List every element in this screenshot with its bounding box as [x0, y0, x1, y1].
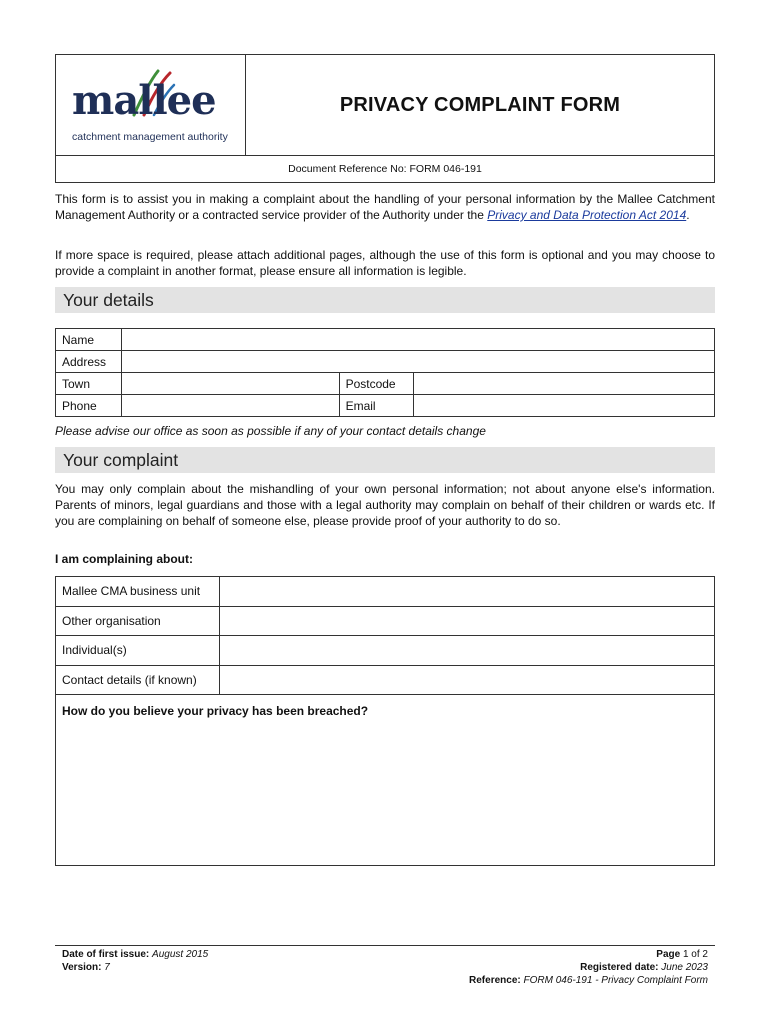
details-table — [55, 328, 715, 417]
contact-change-note: Please advise our office as soon as possible if any of your contact details change — [55, 424, 486, 438]
document-reference: Document Reference No: FORM 046-191 — [56, 155, 714, 182]
name-label: Name — [56, 329, 122, 351]
email-field[interactable] — [413, 395, 714, 417]
complaint-paragraph: You may only complain about the mishandling of your own personal information; not about anyone else's information. Parents of minors, legal guardians and those with a legal authority may complain on behalf of their children or wards etc. If you are complaining on behalf of someone else, please provide proof of your authority to do so. — [55, 482, 715, 528]
logo-wordmark: mallee — [72, 77, 216, 124]
first-issue-label: Date of first issue: — [62, 949, 150, 960]
table-row — [56, 577, 715, 607]
name-field[interactable] — [121, 329, 714, 351]
your-complaint-heading: Your complaint — [55, 447, 715, 473]
page-label: Page — [656, 949, 681, 960]
town-field[interactable] — [121, 373, 339, 395]
table-row — [56, 636, 715, 666]
individuals-field[interactable] — [219, 636, 714, 666]
registered-date-label: Registered date: — [580, 962, 659, 973]
phone-field[interactable] — [121, 395, 339, 417]
postcode-field[interactable] — [413, 373, 714, 395]
privacy-act-link[interactable]: Privacy and Data Protection Act 2014 — [487, 208, 687, 222]
business-unit-label: Mallee CMA business unit — [56, 577, 220, 607]
version-value: 7 — [104, 962, 110, 973]
your-details-heading: Your details — [55, 287, 715, 313]
address-label: Address — [56, 351, 122, 373]
reference-value: FORM 046-191 - Privacy Complaint Form — [523, 975, 708, 986]
footer-right — [469, 948, 708, 987]
version-label: Version: — [62, 962, 102, 973]
registered-date-value: June 2023 — [661, 962, 708, 973]
table-row — [56, 329, 715, 351]
individuals-label: Individual(s) — [56, 636, 220, 666]
table-row — [56, 606, 715, 636]
page-title: PRIVACY COMPLAINT FORM — [339, 93, 621, 116]
complaining-about-label: I am complaining about: — [55, 552, 194, 566]
email-label: Email — [339, 395, 413, 417]
other-organisation-label: Other organisation — [56, 606, 220, 636]
footer-divider — [55, 945, 715, 946]
table-row — [56, 373, 715, 395]
address-field[interactable] — [121, 351, 714, 373]
first-issue-value: August 2015 — [152, 949, 209, 960]
logo — [56, 55, 246, 155]
complaining-about-table — [55, 576, 715, 695]
space-paragraph: If more space is required, please attach additional pages, although the use of this form is optional and you may choose to provide a complaint in another format, please ensure all information is legible. — [55, 248, 715, 278]
table-row — [56, 395, 715, 417]
form-header — [55, 54, 715, 183]
breach-question: How do you believe your privacy has been breached? — [62, 704, 369, 718]
postcode-label: Postcode — [339, 373, 413, 395]
contact-details-field[interactable] — [219, 665, 714, 695]
intro-text: This form is to assist you in making a complaint about the handling of your personal information by the Mallee Catchment Management Authority or a contracted service provider of the Authority under the — [55, 192, 715, 222]
intro-end: . — [686, 208, 690, 222]
page-number: 1 of 2 — [682, 949, 708, 960]
logo-subtitle: catchment management authority — [72, 131, 228, 143]
other-organisation-field[interactable] — [219, 606, 714, 636]
intro-paragraph — [55, 191, 715, 223]
town-label: Town — [56, 373, 122, 395]
contact-details-label: Contact details (if known) — [56, 665, 220, 695]
table-row — [56, 351, 715, 373]
reference-label: Reference: — [469, 975, 521, 986]
phone-label: Phone — [56, 395, 122, 417]
breach-description-field[interactable] — [55, 694, 715, 866]
business-unit-field[interactable] — [219, 577, 714, 607]
footer-left — [62, 948, 208, 974]
table-row — [56, 665, 715, 695]
